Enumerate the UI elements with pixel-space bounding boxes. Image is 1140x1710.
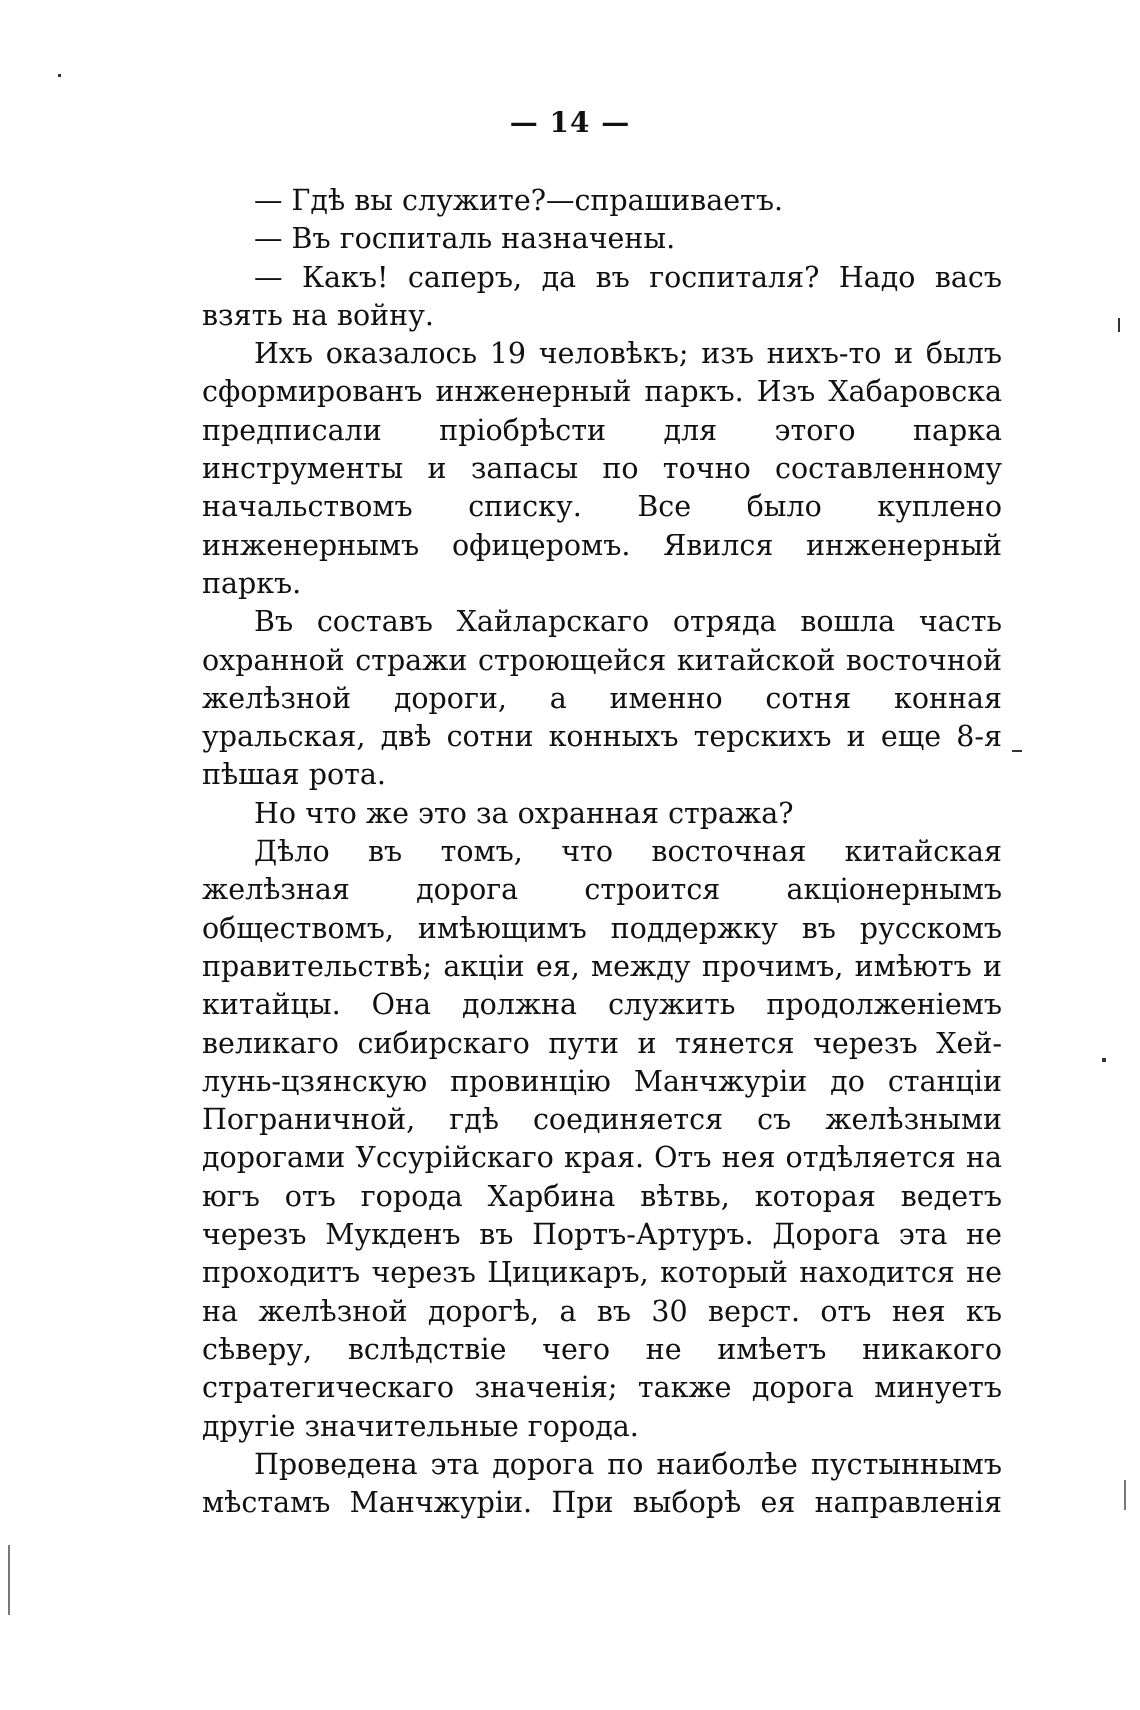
paragraph-dialogue-1: — Гдѣ вы служите?—спрашиваетъ.	[254, 184, 784, 217]
scan-speck	[1102, 1058, 1106, 1062]
paragraph-dialogue-2: — Въ госпиталь назначены.	[254, 222, 676, 256]
paragraph-route: Проведена эта дорога по наиболѣе пустыннымъ мѣстамъ Манчжуріи. При выборѣ ея направленія	[202, 1447, 1002, 1520]
paragraph-railway: Дѣло въ томъ, что восточная китайская желѣзная дорога строится акціонернымъ обществомъ, имѣющимъ поддержку въ русскомъ правительствѣ; акціи ея, между прочимъ, имѣютъ и китайцы. Она должна служить продолженіемъ великаго сибирскаго пути и тянется черезъ Хей-лунь-цзянскую провинцію Манчжуріи до станціи Пограничной, гдѣ соединяется съ желѣзными дорогами Уссурійскаго края. Отъ нея отдѣляется на югъ отъ города Харбина вѣтвь, которая ведетъ черезъ Мукденъ въ Портъ-Артуръ. Дорога эта не проходитъ черезъ Цицикаръ, который находится не на желѣзной дорогѣ, а въ 30 верст. отъ нея къ сѣверу, вслѣдствіе чего не имѣетъ никакого стратегическаго значенія; также дорога минуетъ другіе значительные города.	[202, 835, 1002, 1443]
page-number: — 14 —	[509, 106, 631, 139]
paragraph-hailar-detachment: Въ составъ Хайларскаго отряда вошла часть охранной стражи строющейся китайской восточной желѣзной дороги, а именно сотня конная уральская, двѣ сотни конныхъ терскихъ и еще 8-я пѣшая рота.	[202, 605, 1002, 792]
paragraph-dialogue-3: — Какъ! саперъ, да въ госпиталя? Надо васъ взять на войну.	[202, 260, 1002, 332]
scan-speck	[1118, 318, 1120, 332]
body-text	[202, 182, 1002, 1522]
scan-margin-mark	[1124, 1480, 1126, 1510]
paragraph-engineering-park: Ихъ оказалось 19 человѣкъ; изъ нихъ-то и былъ сформированъ инженерный паркъ. Изъ Хабаровска предписали пріобрѣсти для этого парка инструменты и запасы по точно составленному начальствомъ списку. Все было куплено инженернымъ офицеромъ. Явился инженерный паркъ.	[202, 337, 1002, 600]
scan-speck	[1012, 750, 1022, 752]
paragraph-question: Но что же это за охранная стража?	[254, 796, 794, 830]
scan-margin-mark	[8, 1545, 10, 1615]
scan-speck	[58, 74, 61, 77]
